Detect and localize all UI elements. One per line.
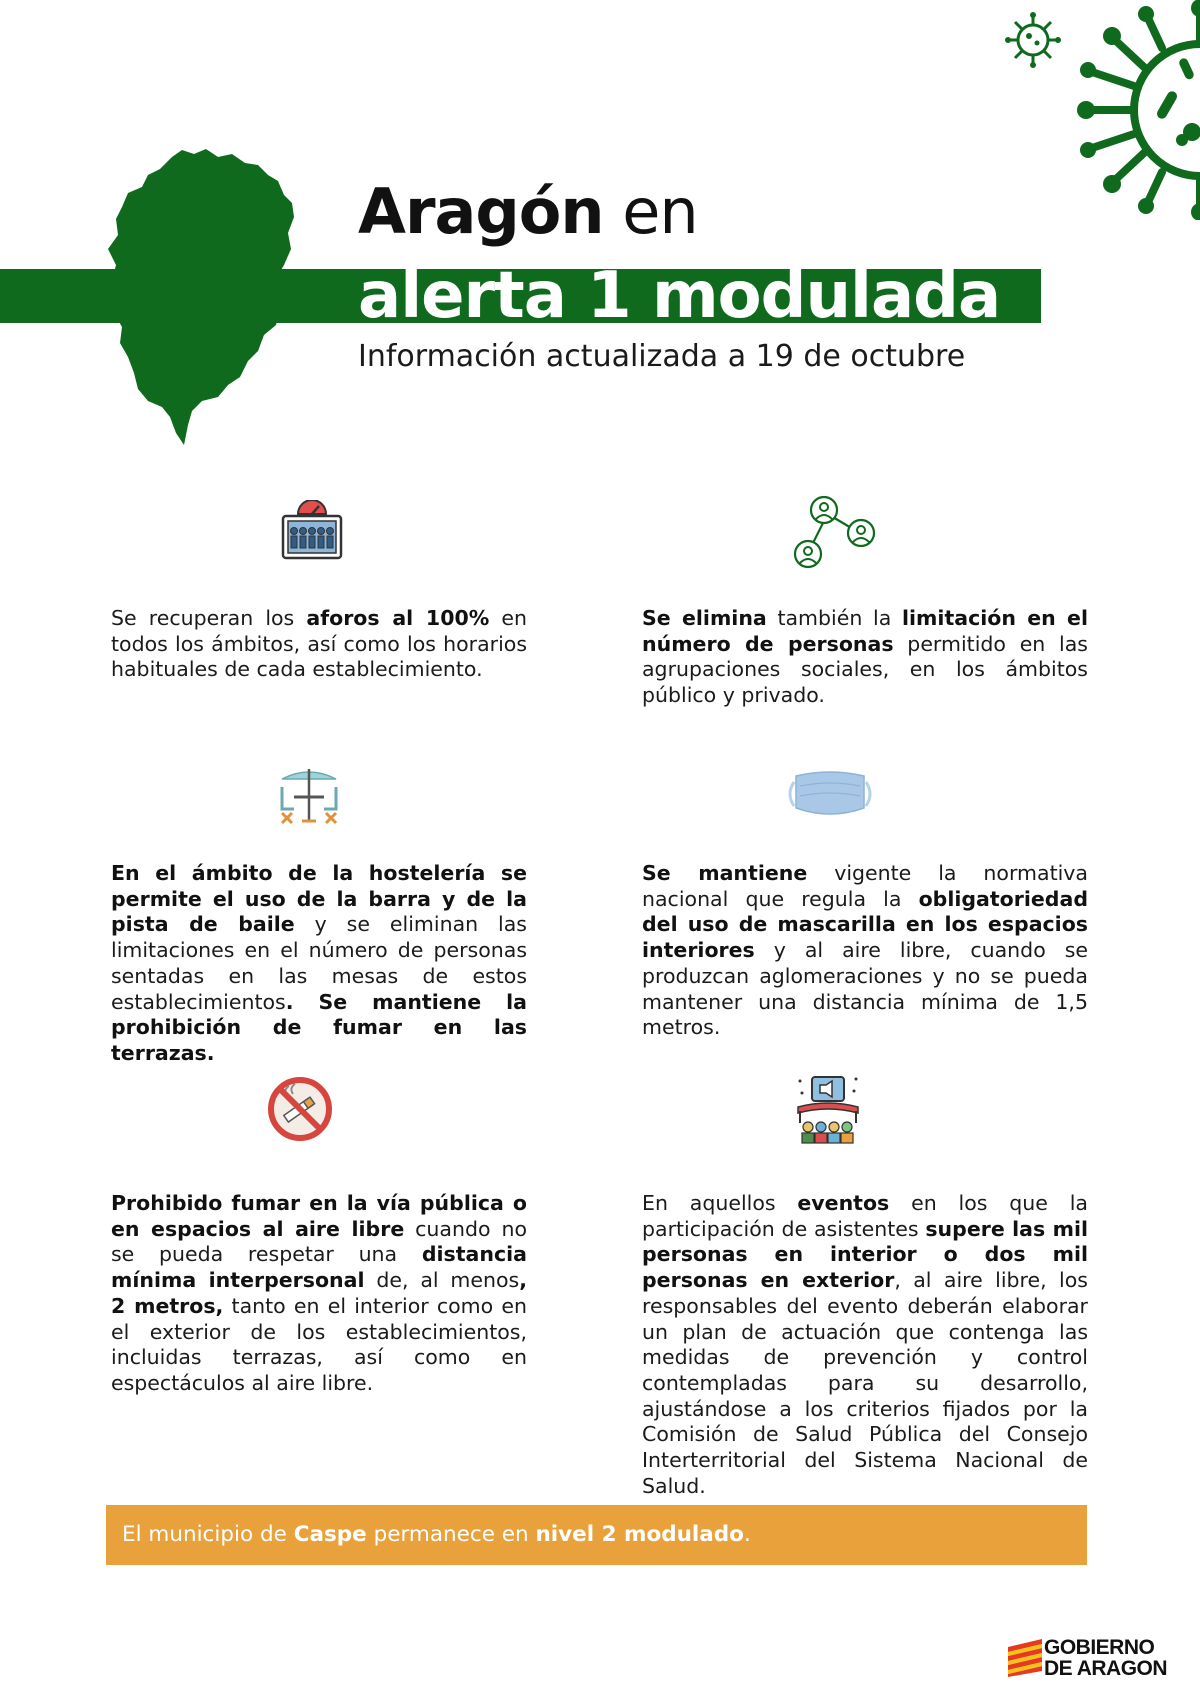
text-run: tanto en el interior como en el exterior de los establecimientos, incluidas terrazas, así como en espectáculos al aire libre. xyxy=(111,1293,528,1395)
text-run: vigente la normativa nacional que regula la xyxy=(642,861,1088,911)
text-run: y se eliminan las limitaciones en el número de personas sentadas en las mesas de estos establecimientos xyxy=(111,912,527,1014)
text-run: permitido en las agrupaciones sociales, en los ámbitos público y privado. xyxy=(642,631,1088,708)
logo-line1: GOBIERNO xyxy=(1044,1636,1155,1659)
text-emphasis: distancia mínima interpersonal xyxy=(111,1242,527,1293)
text-emphasis: Se mantiene xyxy=(642,861,808,885)
status-banner-text: El municipio de Caspe permanece en nivel 2 modulado. xyxy=(122,1522,751,1547)
item-capacity-text xyxy=(111,606,527,683)
social-network-icon xyxy=(792,495,878,570)
logo-line2: DE ARAGON xyxy=(1044,1657,1168,1680)
text-emphasis: En el ámbito de la hostelería se permite el uso de la barra y de la pista de baile xyxy=(111,861,527,937)
text-run: Se recuperan los xyxy=(111,606,307,630)
text-emphasis: supere las mil personas en interior o dos mil personas en exterior xyxy=(642,1216,1089,1293)
terrace-table-icon xyxy=(278,765,340,827)
text-emphasis: obligatoriedad del uso de mascarilla en los espacios interiores xyxy=(642,886,1088,963)
status-banner xyxy=(106,1505,1087,1565)
no-smoking-icon xyxy=(267,1076,333,1142)
item-mask-text xyxy=(642,861,1088,1041)
text-run: , al aire libre, los responsables del evento deberán elaborar un plan de actuación que contenga las medidas de prevención y control contempladas para su desarrollo, ajustándose a los criterios fijados por la Comisión de Salud Pública del Consejo Interterritorial del Sistema Nacional de Salud. xyxy=(642,1268,1088,1498)
text-run: En aquellos xyxy=(642,1191,798,1215)
virus-icon xyxy=(1005,12,1061,68)
text-run: cuando no se pueda respetar una xyxy=(111,1216,527,1267)
item-hospitality-text xyxy=(111,861,527,1067)
virus-icon xyxy=(1070,0,1200,220)
government-logo-text xyxy=(1044,1637,1167,1679)
aragon-map-icon xyxy=(108,145,308,445)
text-emphasis: limitación en el número de personas xyxy=(642,606,1088,656)
item-smoking-text xyxy=(111,1191,527,1397)
text-run: también la xyxy=(766,606,902,630)
item-social-groups-text xyxy=(642,606,1088,709)
page-title-line2: alerta 1 modulada xyxy=(358,259,1001,333)
page-title-line1: Aragón en xyxy=(358,175,698,248)
text-run: en los que la participación de asistentes xyxy=(642,1191,1088,1241)
page-subtitle: Información actualizada a 19 de octubre xyxy=(358,339,966,374)
text-emphasis: , 2 metros, xyxy=(111,1268,527,1318)
face-mask-icon xyxy=(784,768,876,820)
text-emphasis: eventos xyxy=(797,1191,890,1215)
text-run: y al aire libre, cuando se produzcan aglomeraciones y no se pueda mantener una distancia mínima de 1,5 metros. xyxy=(642,938,1088,1040)
text-emphasis: Prohibido fumar en la vía pública o en espacios al aire libre xyxy=(111,1191,527,1241)
capacity-meter-icon xyxy=(280,500,344,564)
text-emphasis: aforos al 100% xyxy=(306,606,490,630)
text-run: en todos los ámbitos, así como los horarios habituales de cada establecimiento. xyxy=(111,606,527,682)
event-audience-icon xyxy=(794,1075,862,1145)
text-emphasis: . Se mantiene la prohibición de fumar en las terrazas. xyxy=(111,989,527,1065)
text-run: de, al menos xyxy=(364,1268,520,1293)
aragon-flag-logo-icon xyxy=(1008,1639,1042,1677)
item-events-text xyxy=(642,1191,1088,1499)
text-emphasis: Se elimina xyxy=(642,606,767,630)
